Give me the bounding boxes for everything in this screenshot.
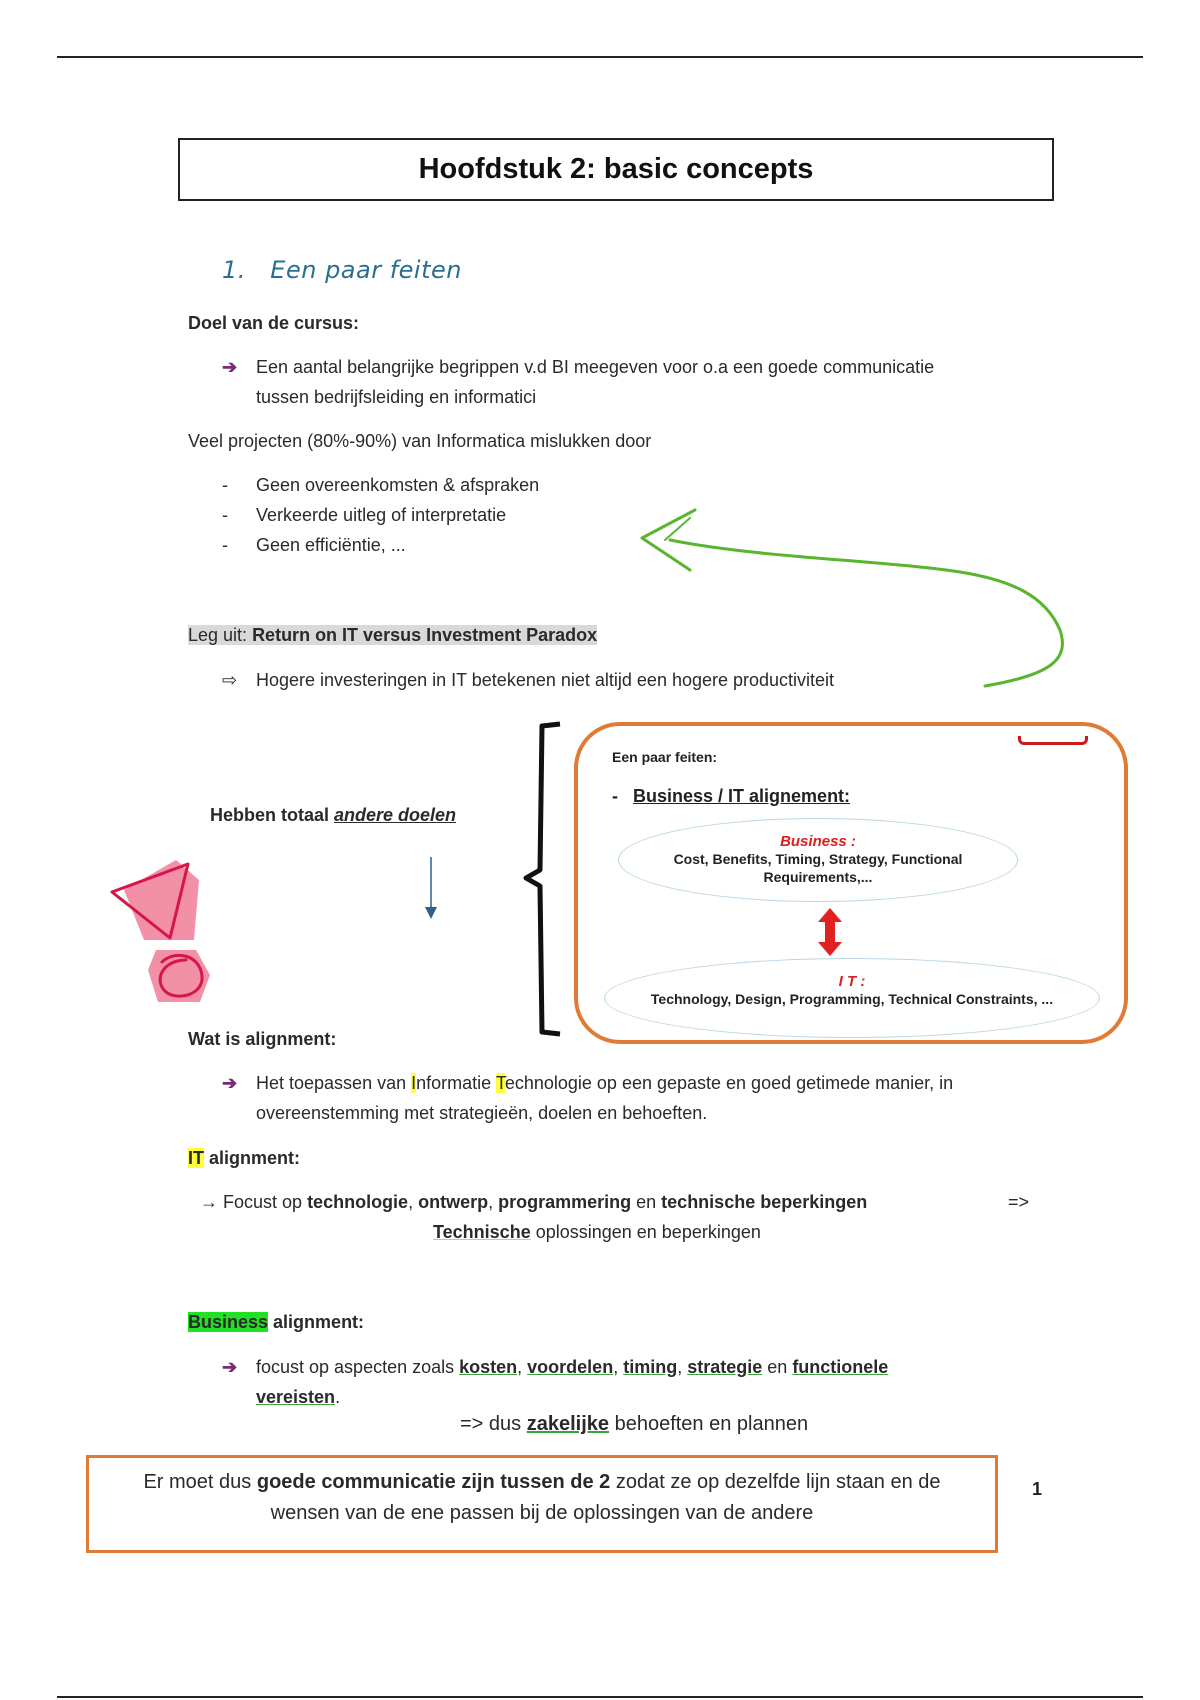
- watis-line-1: Het toepassen van Informatie Technologie op een gepaste en goed getimede manier, in: [256, 1073, 954, 1093]
- doel-bullet: [256, 352, 1056, 412]
- leguit-heading: [188, 620, 597, 650]
- business-text-2: Requirements,...: [763, 869, 873, 885]
- pink-doodle-icon: [104, 850, 224, 1010]
- down-arrow-icon: [420, 855, 442, 923]
- business-line-2: vereisten.: [256, 1387, 341, 1407]
- leguit-title: Return on IT versus Investment Paradox: [252, 625, 598, 645]
- hebben-text: Hebben totaal andere doelen: [210, 805, 457, 825]
- bus-arrow-icon: ➔: [222, 1357, 238, 1377]
- figure-subheading: - Business / IT alignement:: [612, 786, 851, 806]
- section-heading: [222, 256, 462, 284]
- conclusion-line-1: Er moet dus goede communicatie zijn tussen de 2 zodat ze op dezelfde lijn staan en de: [143, 1471, 941, 1493]
- watis-arrow-icon: ➔: [222, 1073, 238, 1093]
- hebben-emphasis: andere doelen: [334, 805, 457, 825]
- leguit-arrow-icon: ⇨: [222, 670, 238, 690]
- alignment-figure: [574, 722, 1128, 1044]
- it-alignment-line: → Focust op technologie, ontwerp, programmering en technische beperkingen: [200, 1192, 868, 1212]
- it-arrow-icon: →: [200, 1192, 218, 1212]
- leguit-point-b: ltijd een hogere productiviteit: [604, 670, 835, 690]
- conclusion-box: [86, 1455, 998, 1553]
- watis-heading: Wat is alignment:: [188, 1029, 337, 1049]
- conclusion-line-2: wensen van de ene passen bij de oplossingen van de andere: [270, 1502, 814, 1524]
- business-text-1: Cost, Benefits, Timing, Strategy, Functional: [673, 851, 963, 867]
- figure-heading: Een paar feiten:: [612, 749, 718, 765]
- leguit-point: [256, 665, 834, 695]
- double-arrow-icon: [816, 906, 844, 958]
- it-text: Technology, Design, Programming, Technical Constraints, ...: [650, 991, 1054, 1007]
- it-alignment-heading: IT alignment:: [188, 1148, 301, 1168]
- section-title: Een paar feiten: [270, 256, 462, 284]
- section-number: 1.: [222, 256, 246, 284]
- business-alignment-heading: Business alignment:: [188, 1312, 365, 1332]
- leguit-point-a: Hogere investeringen in IT betekenen niet a: [256, 670, 605, 690]
- business-bullet: [256, 1352, 1036, 1412]
- page-number: 1: [1032, 1479, 1043, 1499]
- doel-heading: Doel van de cursus:: [188, 313, 360, 333]
- red-mark: [1018, 736, 1088, 745]
- business-dus: => dus zakelijke behoeften en plannen: [460, 1413, 809, 1435]
- bottom-rule: [57, 1696, 1143, 1698]
- list-item: - Geen overeenkomsten & afspraken: [222, 475, 540, 495]
- watis-bullet: [256, 1068, 1076, 1128]
- it-result: Technische oplossingen en beperkingen: [433, 1222, 761, 1242]
- business-line-1: focust op aspecten zoals kosten, voordelen, timing, strategie en functionele: [256, 1357, 889, 1377]
- it-implies: =>: [1008, 1192, 1030, 1212]
- veel-intro: Veel projecten (80%-90%) van Informatica mislukken door: [188, 431, 652, 451]
- watis-line-2: overeenstemming met strategieën, doelen en behoeften.: [256, 1103, 708, 1123]
- it-ellipse: [604, 958, 1100, 1038]
- business-label: Business :: [780, 833, 856, 850]
- doel-arrow-icon: ➔: [222, 357, 238, 377]
- top-rule: [57, 56, 1143, 58]
- list-item: - Verkeerde uitleg of interpretatie: [222, 505, 507, 525]
- title-box: [178, 138, 1054, 201]
- leguit-prefix: Leg uit:: [188, 625, 248, 645]
- bracket-icon: [520, 720, 570, 1040]
- business-ellipse: [618, 818, 1018, 902]
- doel-line-1: Een aantal belangrijke begrippen v.d BI meegeven voor o.a een goede communicatie: [256, 357, 935, 377]
- it-label: I T :: [838, 973, 866, 990]
- doel-line-2: tussen bedrijfsleiding en informatici: [256, 387, 537, 407]
- page-title: Hoofdstuk 2: basic concepts: [418, 153, 814, 185]
- list-item: - Geen efficiëntie, ...: [222, 535, 406, 555]
- veel-list: [222, 470, 540, 560]
